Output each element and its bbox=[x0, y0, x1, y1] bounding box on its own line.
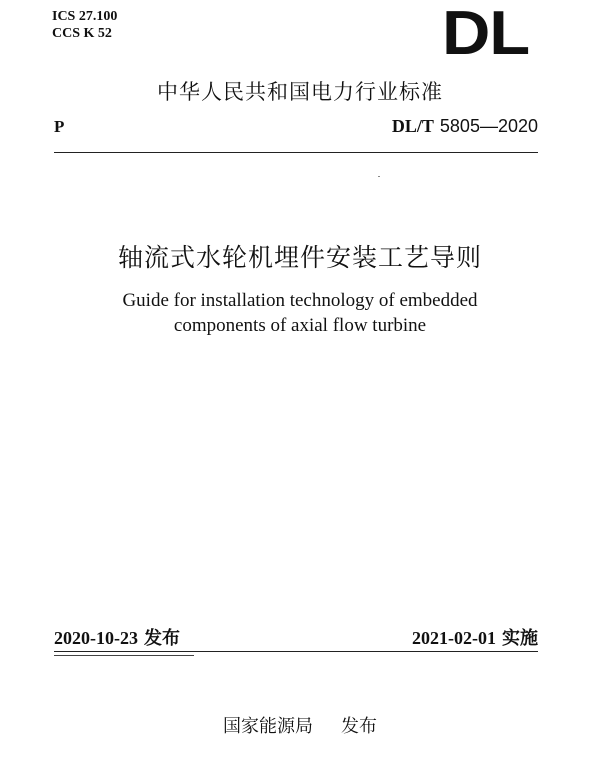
publish-label: 发布 bbox=[144, 628, 180, 649]
bottom-divider bbox=[54, 651, 538, 652]
standard-number bbox=[392, 116, 538, 137]
implement-label: 实施 bbox=[502, 628, 538, 649]
category-code: P bbox=[54, 117, 65, 136]
standard-number-value: 5805—2020 bbox=[439, 116, 538, 136]
top-divider bbox=[54, 152, 538, 153]
classification-codes bbox=[52, 8, 117, 42]
issuer-name: 国家能源局 bbox=[223, 716, 313, 737]
title-chinese: 轴流式水轮机埋件安装工艺导则 bbox=[117, 243, 482, 272]
title-english-line-1: Guide for installation technology of embedded bbox=[122, 290, 478, 311]
standard-type-heading: 中华人民共和国电力行业标准 bbox=[157, 80, 443, 104]
implement-date-value: 2021-02-01 bbox=[412, 628, 496, 648]
title-english bbox=[0, 288, 600, 338]
bottom-divider-secondary bbox=[54, 655, 194, 656]
publish-date-value: 2020-10-23 bbox=[54, 628, 138, 648]
ccs-code: CCS K 52 bbox=[52, 26, 112, 41]
publish-date bbox=[54, 624, 180, 650]
standard-number-prefix: DL/T bbox=[391, 116, 434, 136]
issuer bbox=[0, 712, 600, 738]
speck bbox=[378, 176, 380, 177]
ics-code: ICS 27.100 bbox=[52, 9, 118, 24]
implement-date bbox=[412, 624, 538, 650]
title-english-line-2: components of axial flow turbine bbox=[173, 315, 427, 336]
dl-logo: DL bbox=[442, 0, 530, 68]
issuer-action: 发布 bbox=[341, 716, 377, 737]
